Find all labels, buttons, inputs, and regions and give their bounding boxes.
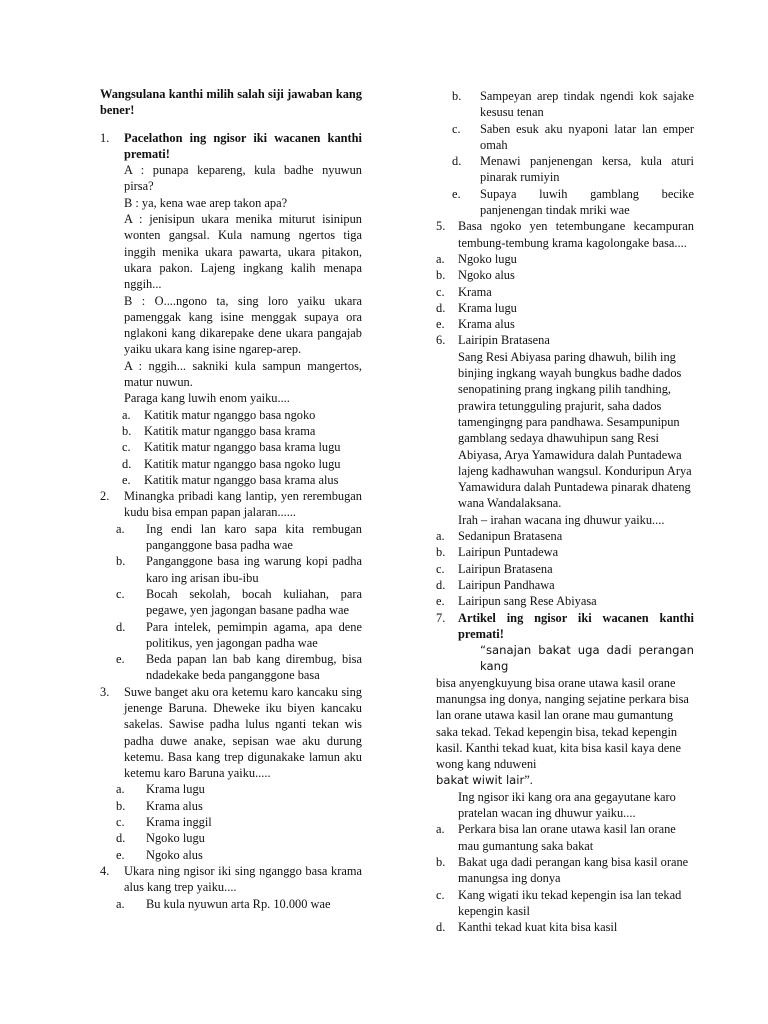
option-list bbox=[116, 521, 362, 684]
option-d[interactable]: d. Krama lugu bbox=[436, 300, 517, 315]
question-number: 7. bbox=[436, 610, 446, 625]
option-a[interactable]: a. Katitik matur nganggo basa ngoko bbox=[122, 407, 316, 422]
question-number: 1. bbox=[100, 130, 110, 145]
option-d[interactable]: d. Ngoko lugu bbox=[116, 831, 205, 846]
question-5 bbox=[436, 218, 694, 251]
option-c[interactable]: c. Krama inggil bbox=[116, 815, 212, 830]
question-number: 3. bbox=[100, 684, 110, 699]
option-list bbox=[436, 528, 694, 609]
dialog-line: B : ya, kena wae arep takon apa? bbox=[124, 195, 288, 210]
question-number: 5. bbox=[436, 219, 446, 234]
option-c[interactable]: c. Kang wigati iku tekad kepengin isa lan tekad kepengin kasil bbox=[436, 887, 682, 918]
article-quote-close: bakat wiwit lair”. bbox=[436, 773, 533, 788]
right-column bbox=[436, 88, 694, 935]
instruction: Wangsulana kanthi milih salah siji jawaban kang bener! bbox=[100, 87, 362, 118]
option-e[interactable]: e. Beda papan lan bab kang dirembug, bisa ndadekake beda panganggone basa bbox=[116, 652, 362, 683]
option-c[interactable]: c. Krama bbox=[436, 284, 492, 299]
option-e[interactable]: e. Katitik matur nganggo basa krama alus bbox=[122, 472, 339, 487]
passage-title: Lairipin Bratasena bbox=[458, 333, 550, 348]
question-3 bbox=[100, 684, 362, 782]
question-prompt: Suwe banget aku ora ketemu karo kancaku sing jenenge Baruna. Dheweke iku biyen kancaku sakelas. Sawise padha lulus nganti tekan wis padha duwe anake, sepisan wae aku durung ketemu. Basa kang trep digunakake lamun aku ketemu karo Baruna yaiku..... bbox=[124, 684, 362, 781]
question-text: Paraga kang luwih enom yaiku.... bbox=[124, 391, 290, 406]
article-quote-open: “sanajan bakat uga dadi perangan kang bbox=[480, 643, 694, 674]
question-text: Ing ngisor iki kang ora ana gegayutane karo pratelan wacan ing dhuwur yaiku.... bbox=[458, 789, 676, 821]
question-prompt: Artikel ing ngisor iki wacanen kanthi premati! bbox=[458, 610, 694, 641]
article-quote-body: bisa anyengkuyung bisa orane utawa kasil orane manungsa ing donya, nanging sejatine perkara bisa lan orane utawa kasil lan orane mau gumantung saka tekad. Tekad kepengin bisa, tekad kepengin kasil. Kanthi tekad kuat, kita bisa kasil kaya dene wong kang nduweni bbox=[436, 675, 689, 772]
option-e[interactable]: e. Krama alus bbox=[436, 317, 515, 332]
option-c[interactable]: c. Bocah sekolah, bocah kuliahan, para pegawe, yen jagongan basane padha wae bbox=[116, 586, 362, 618]
option-d[interactable]: d. Menawi panjenengan kersa, kula aturi pinarak rumiyin bbox=[452, 154, 694, 185]
question-7 bbox=[436, 610, 694, 675]
question-prompt: Basa ngoko yen tetembungane kecampuran tembung-tembung krama kagolongake basa.... bbox=[458, 219, 694, 250]
option-a[interactable]: a. Perkara bisa lan orane utawa kasil lan orane mau gumantung saka bakat bbox=[436, 822, 676, 853]
question-prompt: Ukara ning ngisor iki sing nganggo basa krama alus kang trep yaiku.... bbox=[124, 863, 362, 895]
question-prompt: Minangka pribadi kang lantip, yen rerembugan kudu bisa empan papan jalaran...... bbox=[124, 489, 362, 520]
option-list bbox=[116, 896, 362, 912]
option-b[interactable]: b. Bakat uga dadi perangan kang bisa kasil orane manungsa ing donya bbox=[436, 854, 689, 886]
question-text: Irah – irahan wacana ing dhuwur yaiku.... bbox=[458, 512, 665, 527]
dialog-line: B : O....ngono ta, sing loro yaiku ukara pamenggak kang isine menggak supaya ora nglakoni kang dikarepake dene ukara pangajab yaiku ukara kang isine ngarep-arep. bbox=[124, 293, 362, 357]
question-number: 2. bbox=[100, 489, 110, 504]
option-b[interactable]: b. Lairipun Puntadewa bbox=[436, 545, 559, 560]
passage-text: Sang Resi Abiyasa paring dhawuh, bilih ing binjing ingkang wayah bungkus badhe dados senopatining prang ingkang pilih tandhing, prawira tetungguling prajurit, saha dados tamengingng para pandhawa. Sesampunipun gamblang sedaya dhawuhipun sang Resi Abiyasa, Arya Yamawidura dalah Puntadewa lajeng kadhawuhan wangsul. Konduripun Arya Yamawidura dalah Puntadewa pinarak dhateng wana Wandalaksana. bbox=[458, 349, 692, 511]
left-column bbox=[100, 86, 362, 912]
option-b[interactable]: b. Panganggone basa ing warung kopi padha karo ing arisan ibu-ibu bbox=[116, 554, 362, 585]
dialog-line: A : punapa kepareng, kula badhe nyuwun pirsa? bbox=[124, 163, 362, 194]
option-list bbox=[452, 88, 694, 218]
question-number: 4. bbox=[100, 863, 110, 878]
question-prompt: Pacelathon ing ngisor iki wacanen kanthi premati! bbox=[124, 130, 362, 161]
option-c[interactable]: c. Katitik matur nganggo basa krama lugu bbox=[122, 440, 341, 455]
option-list bbox=[122, 407, 362, 488]
option-b[interactable]: b. Katitik matur nganggo basa krama bbox=[122, 423, 316, 438]
option-list bbox=[436, 821, 694, 935]
option-e[interactable]: e. Lairipun sang Rese Abiyasa bbox=[436, 594, 597, 609]
question-4 bbox=[100, 863, 362, 896]
option-a[interactable]: a. Krama lugu bbox=[116, 782, 205, 797]
option-a[interactable]: a. Ngoko lugu bbox=[436, 251, 517, 266]
option-b[interactable]: b. Krama alus bbox=[116, 798, 203, 813]
option-list bbox=[436, 251, 694, 332]
option-a[interactable]: a. Sedanipun Bratasena bbox=[436, 529, 563, 544]
option-d[interactable]: d. Katitik matur nganggo basa ngoko lugu bbox=[122, 456, 341, 471]
option-a[interactable]: a. Ing endi lan karo sapa kita rembugan panganggone basa padha wae bbox=[116, 521, 362, 553]
option-d[interactable]: d. Para intelek, pemimpin agama, apa dene politikus, yen jagongan padha wae bbox=[116, 619, 362, 650]
question-1 bbox=[100, 130, 362, 489]
option-list bbox=[116, 781, 362, 862]
question-2 bbox=[100, 488, 362, 521]
option-e[interactable]: e. Supaya luwih gamblang becike panjenengan tindak mriki wae bbox=[452, 186, 694, 218]
dialog-line: A : nggih... sakniki kula sampun mangertos, matur nuwun. bbox=[124, 358, 362, 390]
option-c[interactable]: c. Lairipun Bratasena bbox=[436, 561, 553, 576]
option-b[interactable]: b. Ngoko alus bbox=[436, 268, 515, 283]
option-c[interactable]: c. Saben esuk aku nyaponi latar lan emper omah bbox=[452, 121, 694, 152]
option-d[interactable]: d. Lairipun Pandhawa bbox=[436, 577, 555, 592]
option-b[interactable]: b. Sampeyan arep tindak ngendi kok sajake kesusu tenan bbox=[452, 89, 694, 120]
dialog-line: A : jenisipun ukara menika miturut isinipun wonten gangsal. Kula namung ngertos tiga inggih menika ukara pawarta, ukara pitakon, ukara pakon. Lajeng ingkang kalih menapa nggih... bbox=[124, 212, 362, 292]
option-a[interactable]: a. Bu kula nyuwun arta Rp. 10.000 wae bbox=[116, 896, 331, 911]
option-e[interactable]: e. Ngoko alus bbox=[116, 847, 203, 862]
option-d[interactable]: d. Kanthi tekad kuat kita bisa kasil bbox=[436, 920, 618, 935]
question-6 bbox=[436, 332, 694, 528]
question-number: 6. bbox=[436, 333, 446, 348]
